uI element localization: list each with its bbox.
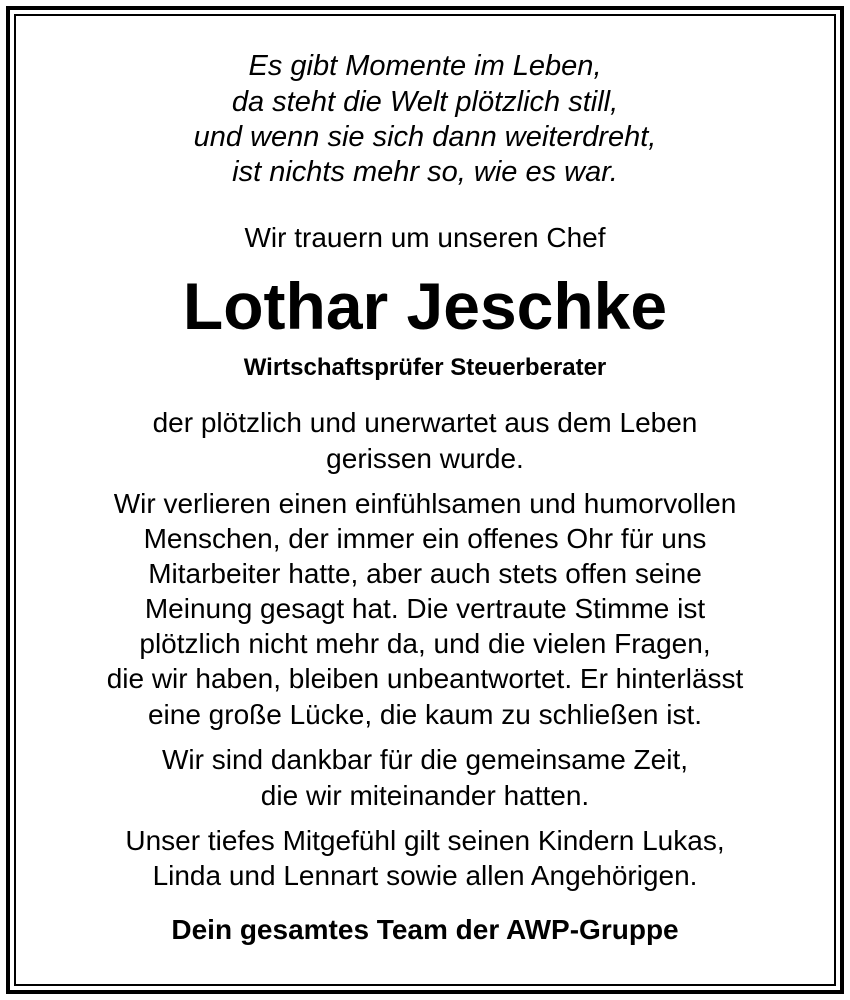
text-line: plötzlich nicht mehr da, und die vielen Fragen,: [139, 628, 711, 659]
text-line: Linda und Lennart sowie allen Angehörigen.: [152, 860, 698, 891]
poem-line: da steht die Welt plötzlich still,: [231, 86, 619, 118]
text-line: Menschen, der immer ein offenes Ohr für uns: [143, 523, 707, 554]
text-line: Wir sind dankbar für die gemeinsame Zeit,: [162, 744, 688, 775]
text-line: die wir haben, bleiben unbeantwortet. Er hinterlässt: [106, 663, 744, 694]
text-line: Meinung gesagt hat. Die vertraute Stimme ist: [144, 593, 706, 624]
text-line: eine große Lücke, die kaum zu schließen ist.: [147, 699, 703, 730]
text-line: die wir miteinander hatten.: [260, 780, 590, 811]
text-line: Wir verlieren einen einfühlsamen und humorvollen: [113, 488, 737, 519]
signoff: Dein gesamtes Team der AWP-Gruppe: [171, 914, 679, 945]
text-line: gerissen wurde.: [326, 443, 524, 474]
text-line: Unser tiefes Mitgefühl gilt seinen Kindern Lukas,: [125, 825, 725, 856]
deceased-name: Lothar Jeschke: [182, 269, 668, 343]
poem-line: und wenn sie sich dann weiterdreht,: [193, 121, 657, 153]
deceased-profession: Wirtschaftsprüfer Steuerberater: [243, 354, 607, 381]
poem-line: Es gibt Momente im Leben,: [248, 50, 602, 82]
intro-text: Wir trauern um unseren Chef: [244, 222, 606, 253]
text-line: der plötzlich und unerwartet aus dem Leben: [152, 407, 698, 438]
text-line: Mitarbeiter hatte, aber auch stets offen seine: [148, 558, 702, 589]
poem-line: ist nichts mehr so, wie es war.: [232, 156, 618, 188]
